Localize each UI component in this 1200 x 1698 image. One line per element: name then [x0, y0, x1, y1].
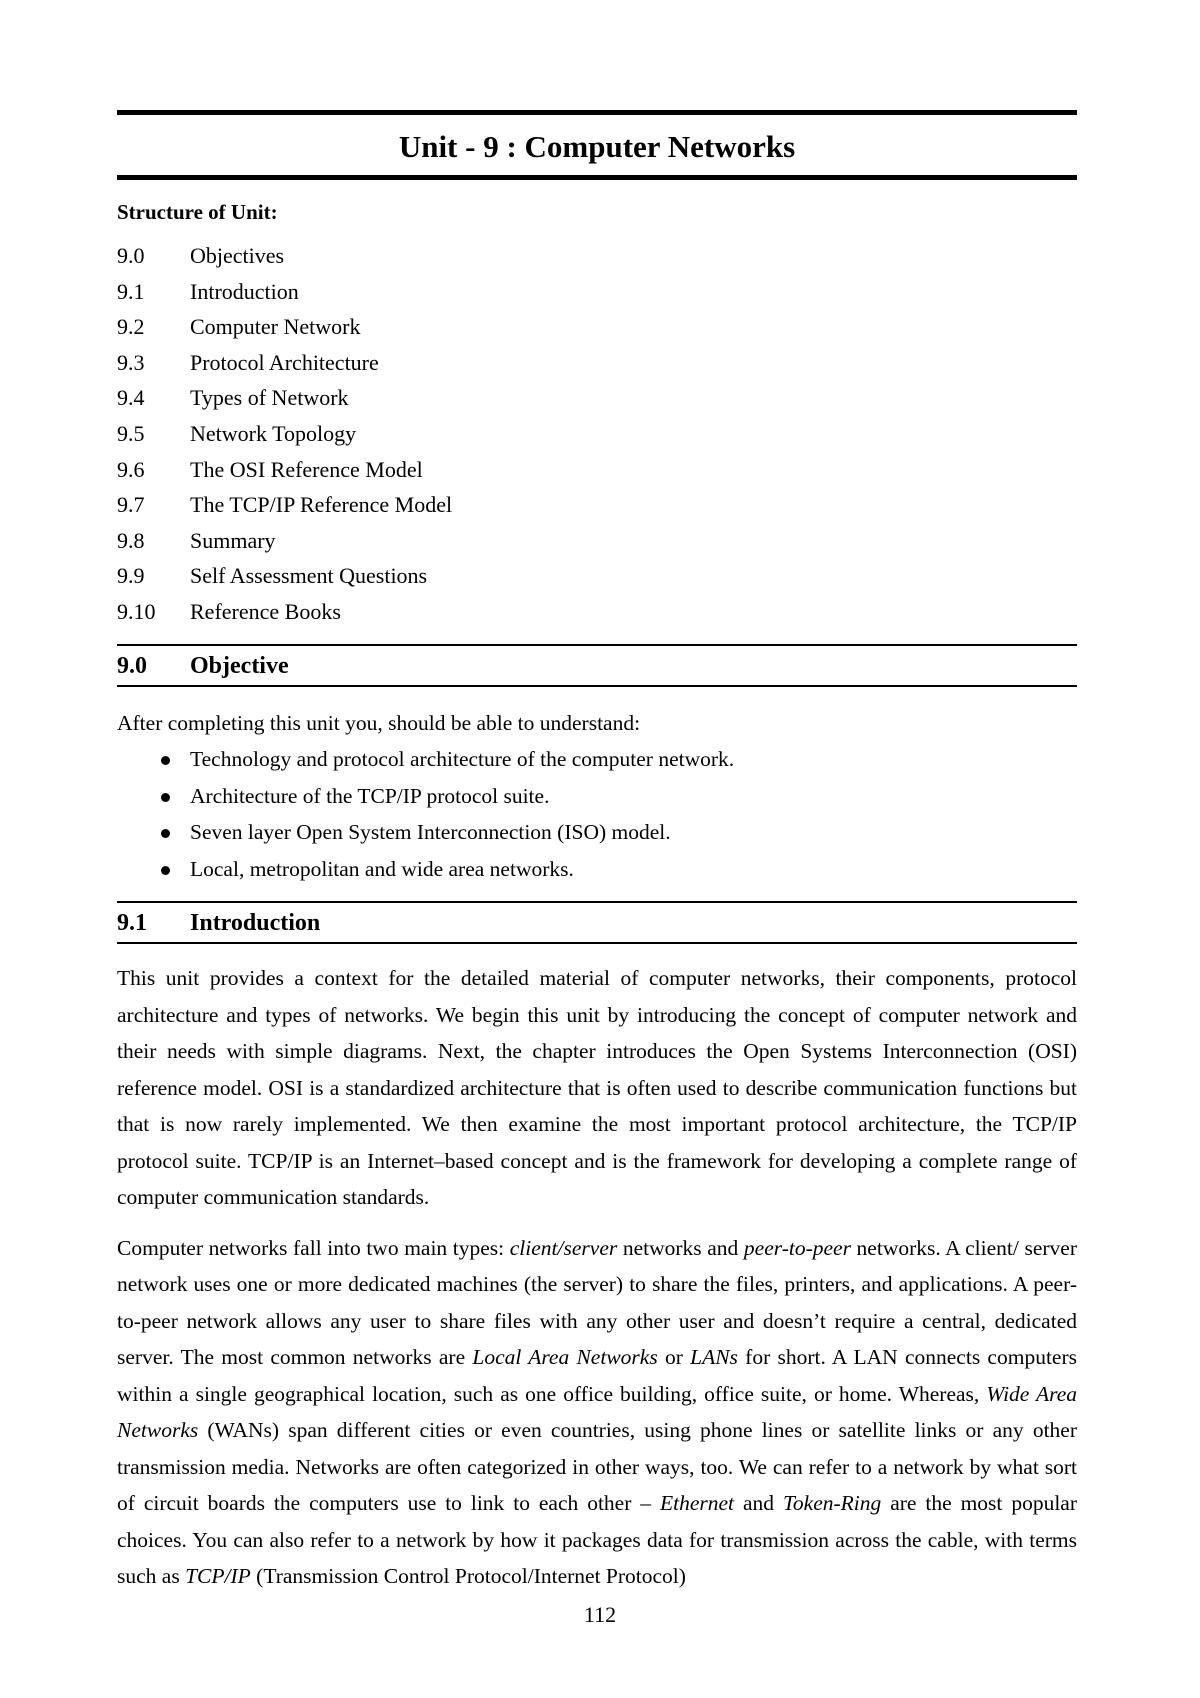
toc-item — [117, 487, 1077, 523]
list-item — [117, 741, 1077, 778]
bullet-text: Technology and protocol architecture of the computer network. — [190, 747, 735, 772]
toc-item-number: 9.1 — [117, 278, 145, 304]
emphasis-text: TCP/IP — [185, 1564, 251, 1589]
toc-item-label: The OSI Reference Model — [190, 456, 423, 482]
toc-item-number: 9.2 — [117, 314, 145, 340]
text-run: networks. A client/ server network uses one or more dedicated machines (the server) to share the files, printers, and applications. A peer-to-peer network allows any user to share files with any other user and doesn’t require a central, dedicated server. The most common networks are — [117, 1235, 1077, 1370]
toc-item-label: The TCP/IP Reference Model — [190, 492, 453, 518]
toc-item-number: 9.10 — [117, 598, 156, 624]
section-title: Introduction — [190, 910, 321, 937]
objective-bullet-list — [117, 741, 1077, 887]
introduction-paragraph-2 — [117, 1230, 1077, 1595]
toc-item-label: Network Topology — [190, 420, 357, 446]
toc-item-number: 9.0 — [117, 243, 145, 268]
bullet-text: Seven layer Open System Interconnection (ISO) model. — [190, 820, 671, 845]
text-run: for short. A LAN connects computers within a single geographical location, such as one office building, office suite, or home. Whereas, — [117, 1345, 1077, 1406]
structure-heading: Structure of Unit: — [117, 200, 278, 224]
emphasis-text: Token-Ring — [782, 1491, 882, 1516]
text-run: (Transmission Control Protocol/Internet Protocol) — [250, 1564, 686, 1589]
toc-item — [117, 274, 1077, 310]
list-item — [117, 851, 1077, 888]
text-run: are the most popular choices. You can also refer to a network by how it packages data for transmission across the cable, with terms such as — [117, 1491, 1077, 1589]
toc-item — [117, 594, 1077, 630]
section-heading-introduction — [117, 901, 1077, 944]
toc-item — [117, 523, 1077, 559]
objective-intro: After completing this unit you, should be able to understand: — [117, 710, 641, 735]
toc-item — [117, 309, 1077, 345]
bullet-icon — [117, 851, 190, 888]
toc-item — [117, 416, 1077, 452]
bullet-icon — [117, 778, 190, 815]
page-number: 112 — [583, 1602, 617, 1627]
section-heading-objective — [117, 644, 1077, 687]
toc-item-label: Reference Books — [190, 598, 341, 624]
emphasis-text: client/server — [509, 1235, 618, 1260]
toc-item — [117, 558, 1077, 594]
emphasis-text: Wide Area Networks — [117, 1381, 1077, 1443]
bullet-text: Local, metropolitan and wide area networks. — [190, 856, 574, 881]
table-of-contents — [117, 238, 1077, 630]
toc-item — [117, 238, 1077, 274]
toc-item-label: Introduction — [190, 278, 299, 304]
text-run: or — [657, 1345, 691, 1370]
toc-item — [117, 380, 1077, 416]
list-item — [117, 778, 1077, 815]
toc-item-label: Computer Network — [190, 314, 361, 340]
emphasis-text: LANs — [690, 1345, 738, 1370]
section-number: 9.1 — [117, 910, 147, 937]
document-page — [117, 110, 1077, 1595]
bullet-icon — [117, 814, 190, 851]
toc-item — [117, 345, 1077, 381]
toc-item-number: 9.8 — [117, 527, 145, 553]
section-number: 9.0 — [117, 652, 147, 679]
list-item — [117, 814, 1077, 851]
emphasis-text: peer-to-peer — [743, 1235, 851, 1260]
emphasis-text: Local Area Networks — [472, 1345, 658, 1370]
text-run: networks and — [617, 1235, 744, 1260]
section-title: Objective — [190, 652, 289, 679]
toc-item-label: Types of Network — [190, 385, 349, 411]
bullet-icon — [117, 741, 190, 778]
toc-item-label: Objectives — [190, 243, 285, 268]
toc-item-number: 9.9 — [117, 563, 145, 589]
toc-item-label: Protocol Architecture — [190, 349, 379, 375]
title-bottom-rule — [117, 175, 1077, 180]
emphasis-text: Ethernet — [659, 1491, 735, 1516]
toc-item-number: 9.6 — [117, 456, 145, 482]
toc-item-number: 9.5 — [117, 420, 145, 446]
unit-title: Unit - 9 : Computer Networks — [398, 129, 796, 164]
toc-item-number: 9.3 — [117, 349, 145, 375]
toc-item-number: 9.4 — [117, 385, 145, 411]
text-run: (WANs) span different cities or even countries, using phone lines or satellite links or any other transmission media. Networks are often categorized in other ways, too. We can refer to a network by what sort of circuit boards the computers use to link to each other – — [117, 1418, 1077, 1516]
bullet-text: Architecture of the TCP/IP protocol suite. — [190, 783, 550, 808]
toc-item-label: Summary — [190, 527, 276, 553]
text-run: Computer networks fall into two main types: — [117, 1235, 510, 1260]
toc-item — [117, 452, 1077, 488]
toc-item-number: 9.7 — [117, 492, 145, 518]
toc-item-label: Self Assessment Questions — [190, 563, 428, 589]
introduction-paragraph-1: This unit provides a context for the detailed material of computer networks, their components, protocol architecture and types of networks. We begin this unit by introducing the concept of computer network and their needs with simple diagrams. Next, the chapter introduces the Open Systems Interconnection (OSI) reference model. OSI is a standardized architecture that is often used to describe communication functions but that is now rarely implemented. We then examine the most important protocol architecture, the TCP/IP protocol suite. TCP/IP is an Internet–based concept and is the framework for developing a complete range of computer communication standards. — [117, 966, 1077, 1210]
text-run: and — [734, 1491, 783, 1516]
